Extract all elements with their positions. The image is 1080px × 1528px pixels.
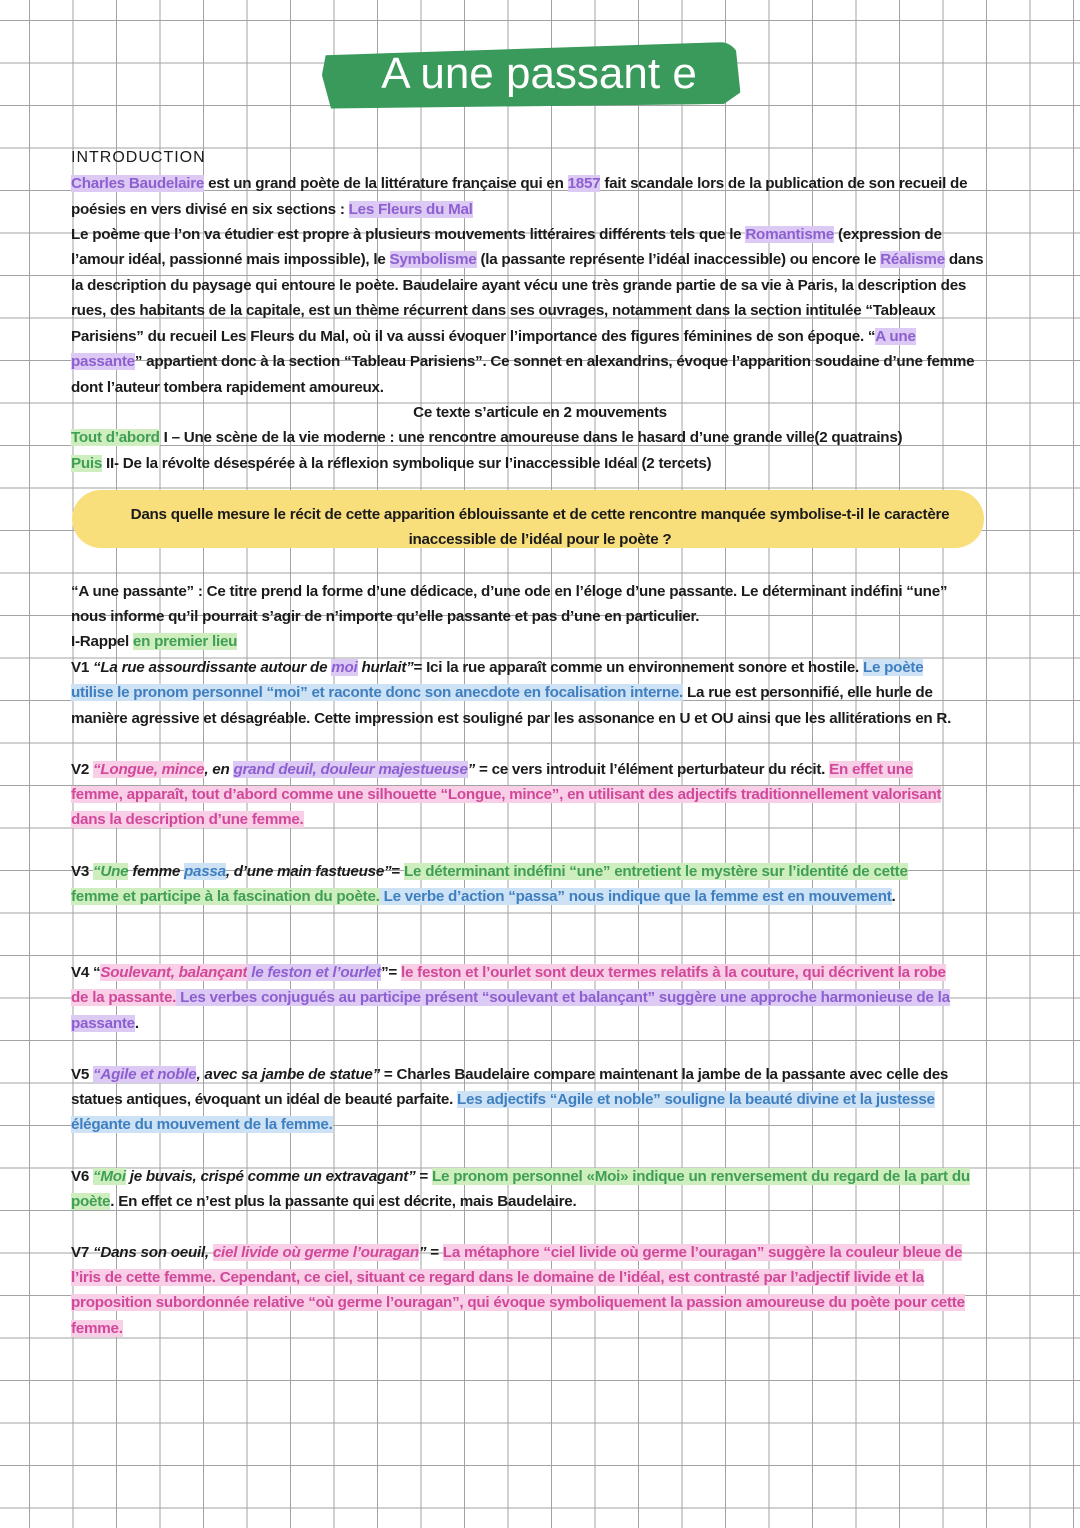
author-name: Charles Baudelaire <box>71 175 205 192</box>
movement-1: Tout d’abord I – Une scène de la vie moderne : une rencontre amoureuse dans le hasard d’une grande ville(2 quatrains) <box>71 429 903 446</box>
verse-4-line-1: V4 “Soulevant, balançant le feston et l’ourlet”= le feston et l’ourlet sont deux termes relatifs à la couture, qui décrivent la robe <box>71 964 946 981</box>
verse-4-line-3: passante. <box>71 1015 139 1032</box>
verse-4-line-2: de la passante. Les verbes conjugués au participe présent “soulevant et balançant” suggère une approche harmonieuse de la <box>71 989 950 1006</box>
problematique-line-1: Dans quelle mesure le récit de cette apparition éblouissante et de cette rencontre manquée symbolise-t-il le caractère <box>130 506 950 523</box>
problematique-line-2: inaccessible de l’idéal pour le poète ? <box>408 531 672 548</box>
verse-7-line-1: V7 “Dans son oeuil, ciel livide où germe l’ouragan” = La métaphore “ciel livide où germe l’ouragan” suggère la couleur bleue de <box>71 1244 963 1261</box>
title-analysis-2: nous informe qu’il pourrait s’agir de n’importe qu’elle passante et pas d’une en particulier. <box>71 608 700 625</box>
verse-5-line-3: élégante du mouvement de la femme. <box>71 1116 333 1133</box>
verse-2-line-1: V2 “Longue, mince, en grand deuil, douleur majestueuse” = ce vers introduit l’élément perturbateur du récit. En effet une <box>71 761 913 778</box>
rappel-line: I-Rappel en premier lieu <box>71 633 238 650</box>
page-title: A une passant e <box>381 49 697 98</box>
intro-line-4: l’amour idéal, passionné mais impossible), le Symbolisme (la passante représente l’idéal inaccessible) ou encore le Réalisme dans <box>71 251 984 268</box>
verse-2-line-3: dans la description d’une femme. <box>71 811 304 828</box>
intro-line-6: rues, des habitants de la capitale, est un thème récurrent dans ses ouvrages, notamment dans la section intitulée “Tableaux <box>71 302 936 319</box>
intro-line-9: dont l’auteur tombera rapidement amoureux. <box>71 379 384 396</box>
verse-2-line-2: femme, apparaît, tout d’abord comme une silhouette “Longue, mince”, en utilisant des adjectifs traditionnellement valorisant <box>71 786 942 803</box>
intro-line-2: poésies en vers divisé en six sections : Les Fleurs du Mal <box>71 201 473 218</box>
intro-line-1: Charles Baudelaire est un grand poète de la littérature française qui en 1857 fait scandale lors de la publication de son recueil de <box>71 175 968 192</box>
intro-line-3: Le poème que l’on va étudier est propre à plusieurs mouvements littéraires différents tels que le Romantisme (expression de <box>71 226 942 243</box>
verse-7-line-2: l’iris de cette femme. Cependant, ce ciel, situant ce regard dans le domaine de l’idéal, est contrasté par l’adjectif livide et la <box>71 1269 924 1286</box>
verse-5-line-1: V5 “Agile et noble, avec sa jambe de statue” = Charles Baudelaire compare maintenant la jambe de la passante avec celle des <box>71 1066 949 1083</box>
verse-3-line-1: V3 “Une femme passa, d’une main fastueuse”= Le déterminant indéfini “une” entretient le mystère sur l’identité de cette <box>71 863 908 880</box>
movement-romantisme: Romantisme <box>745 226 834 243</box>
collection-name: Les Fleurs du Mal <box>348 201 473 218</box>
verse-6-line-1: V6 “Moi je buvais, crispé comme un extravagant” = Le pronom personnel «Moi» indique un renversement du regard de la part du <box>71 1168 970 1185</box>
verse-1-line-2: utilise le pronom personnel “moi” et raconte donc son anecdote en focalisation interne. La rue est personnifié, elle hurle de <box>71 684 933 701</box>
verse-5-line-2: statues antiques, évoquant un idéal de beauté parfaite. Les adjectifs “Agile et noble” souligne la beauté divine et la justesse <box>71 1091 935 1108</box>
movement-2: Puis II- De la révolte désespérée à la réflexion symbolique sur l’inaccessible Idéal (2 tercets) <box>71 455 712 472</box>
movement-realisme: Réalisme <box>880 251 945 268</box>
verse-7-line-4: femme. <box>71 1320 123 1337</box>
intro-heading: INTRODUCTION <box>71 149 206 166</box>
year: 1857 <box>567 175 601 192</box>
verse-3-line-2: femme et participe à la fascination du poète. Le verbe d’action “passa” nous indique que la femme est en mouvement. <box>71 888 896 905</box>
movements-heading: Ce texte s’articule en 2 mouvements <box>413 404 667 421</box>
verse-1-line-1: V1 “La rue assourdissante autour de moi hurlait”= Ici la rue apparaît comme un environnement sonore et hostile. Le poète <box>71 659 924 676</box>
title-analysis-1: “A une passante” : Ce titre prend la forme d’une dédicace, d’une ode en l’éloge d’une passante. Le déterminant indéfini “une” <box>71 583 948 600</box>
intro-line-5: la description du paysage qui entoure le poète. Baudelaire ayant vécu une très grande partie de sa vie à Paris, la description des <box>71 277 967 294</box>
intro-line-8: passante” appartient donc à la section “Tableau Parisiens”. Ce sonnet en alexandrins, évoque l’apparition soudaine d’une femme <box>71 353 975 370</box>
verse-7-line-3: proposition subordonnée relative “où germe l’ouragan”, qui évoque symboliquement la passion amoureuse du poète pour cette <box>71 1294 965 1311</box>
intro-line-7: Parisiens” du recueil Les Fleurs du Mal, où il va aussi évoquer l’importance des figures féminines de son époque. “A une <box>71 328 916 345</box>
verse-1-line-3: manière agressive et désagréable. Cette impression est souligné par les assonance en U et OU ainsi que les allitérations en R. <box>71 710 952 727</box>
movement-symbolisme: Symbolisme <box>389 251 477 268</box>
verse-6-line-2: poète. En effet ce n’est plus la passante qui est décrite, mais Baudelaire. <box>71 1193 577 1210</box>
